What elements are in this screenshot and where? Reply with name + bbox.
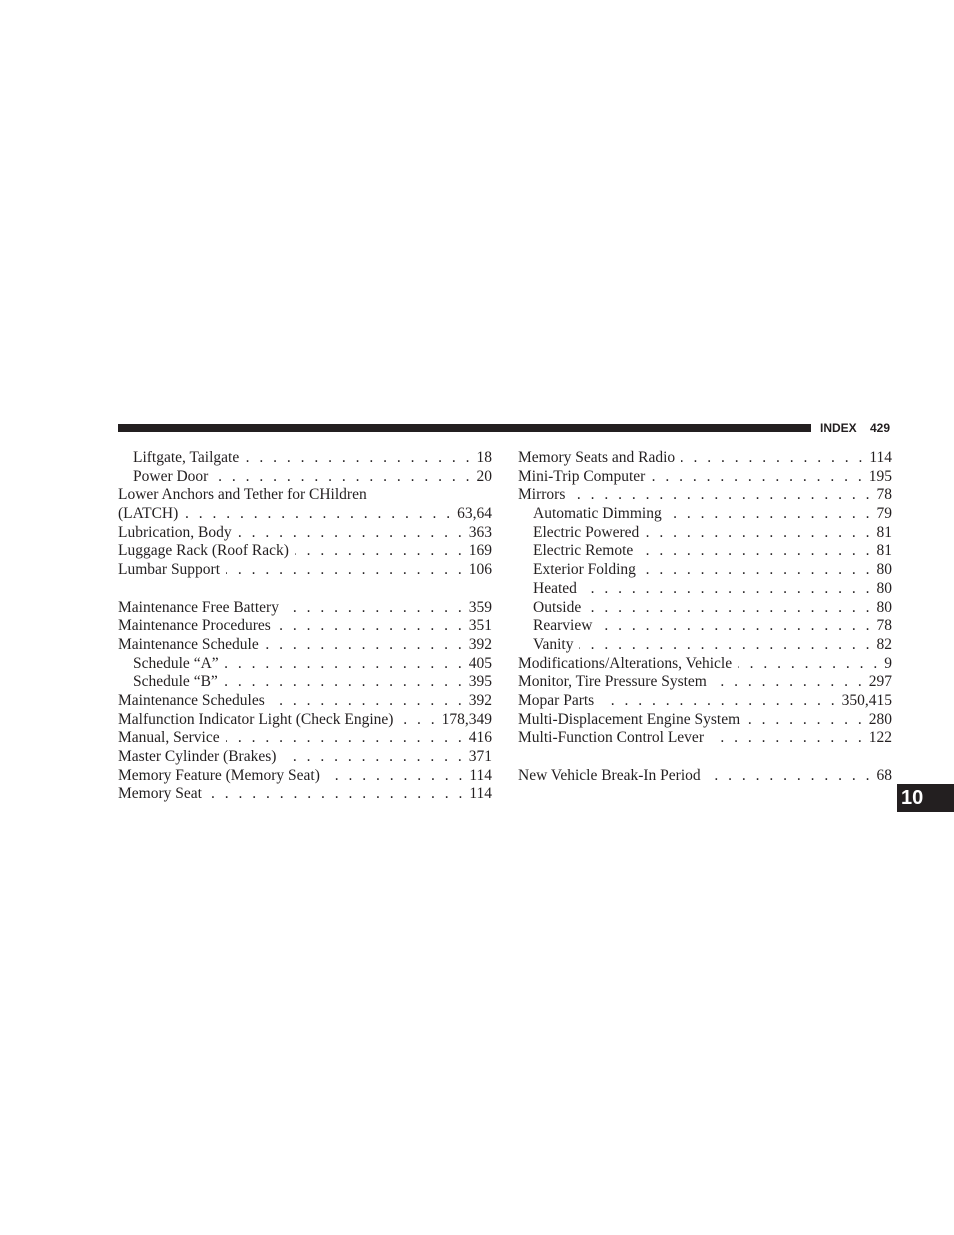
index-entry: Electric Remote . . . 81 [518,542,892,561]
index-entry: Maintenance Free Battery . . . 359 [118,599,492,618]
index-entry: Lumbar Support . . . 106 [118,561,492,580]
header-rule [118,424,811,432]
index-entry: Power Door . . . 20 [118,468,492,487]
index-entry: Manual, Service . . . 416 [118,729,492,748]
index-column-right [518,449,892,785]
index-entry: Malfunction Indicator Light (Check Engine) . . . 178,349 [118,711,492,730]
header-section-title: INDEX [820,421,857,435]
index-entry: Lower Anchors and Tether for CHildren [118,486,367,504]
index-entry: Liftgate, Tailgate . . . 18 [118,449,492,468]
index-entry: Multi-Function Control Lever . . . 122 [518,729,892,748]
index-entry: Maintenance Schedule . . . 392 [118,636,492,655]
index-entry: Monitor, Tire Pressure System . . . 297 [518,673,892,692]
index-entry: Memory Feature (Memory Seat) . . . 114 [118,767,492,786]
index-entry: Master Cylinder (Brakes) . . . 371 [118,748,492,767]
index-entry: Modifications/Alterations, Vehicle . . . 9 [518,655,892,674]
index-entry: Schedule “A” . . . 405 [118,655,492,674]
index-entry: Memory Seat . . . 114 [118,785,492,804]
index-entry: Heated . . . 80 [518,580,892,599]
index-entry: Schedule “B” . . . 395 [118,673,492,692]
header-page-number: 429 [870,421,891,435]
index-entry: Luggage Rack (Roof Rack) . . . 169 [118,542,492,561]
index-entry: Vanity . . . 82 [518,636,892,655]
index-entry: Maintenance Procedures . . . 351 [118,617,492,636]
index-entry: Automatic Dimming . . . 79 [518,505,892,524]
section-gap [518,748,892,767]
index-entry: Memory Seats and Radio . . . 114 [518,449,892,468]
index-entry: Mopar Parts . . . 350,415 [518,692,892,711]
index-entry: New Vehicle Break-In Period . . . 68 [518,767,892,786]
index-entry: (LATCH) . . . 63,64 [118,505,492,524]
index-entry: Maintenance Schedules . . . 392 [118,692,492,711]
index-entry: Rearview . . . 78 [518,617,892,636]
section-gap [118,580,492,599]
index-entry: Multi-Displacement Engine System . . . 280 [518,711,892,730]
index-entry: Lubrication, Body . . . 363 [118,524,492,543]
index-column-left [118,449,492,804]
index-entry: Outside . . . 80 [518,599,892,618]
index-entry: Exterior Folding . . . 80 [518,561,892,580]
index-entry: Mirrors . . . 78 [518,486,892,505]
index-entry: Electric Powered . . . 81 [518,524,892,543]
index-entry: Mini-Trip Computer . . . 195 [518,468,892,487]
chapter-tab: 10 [897,784,954,812]
